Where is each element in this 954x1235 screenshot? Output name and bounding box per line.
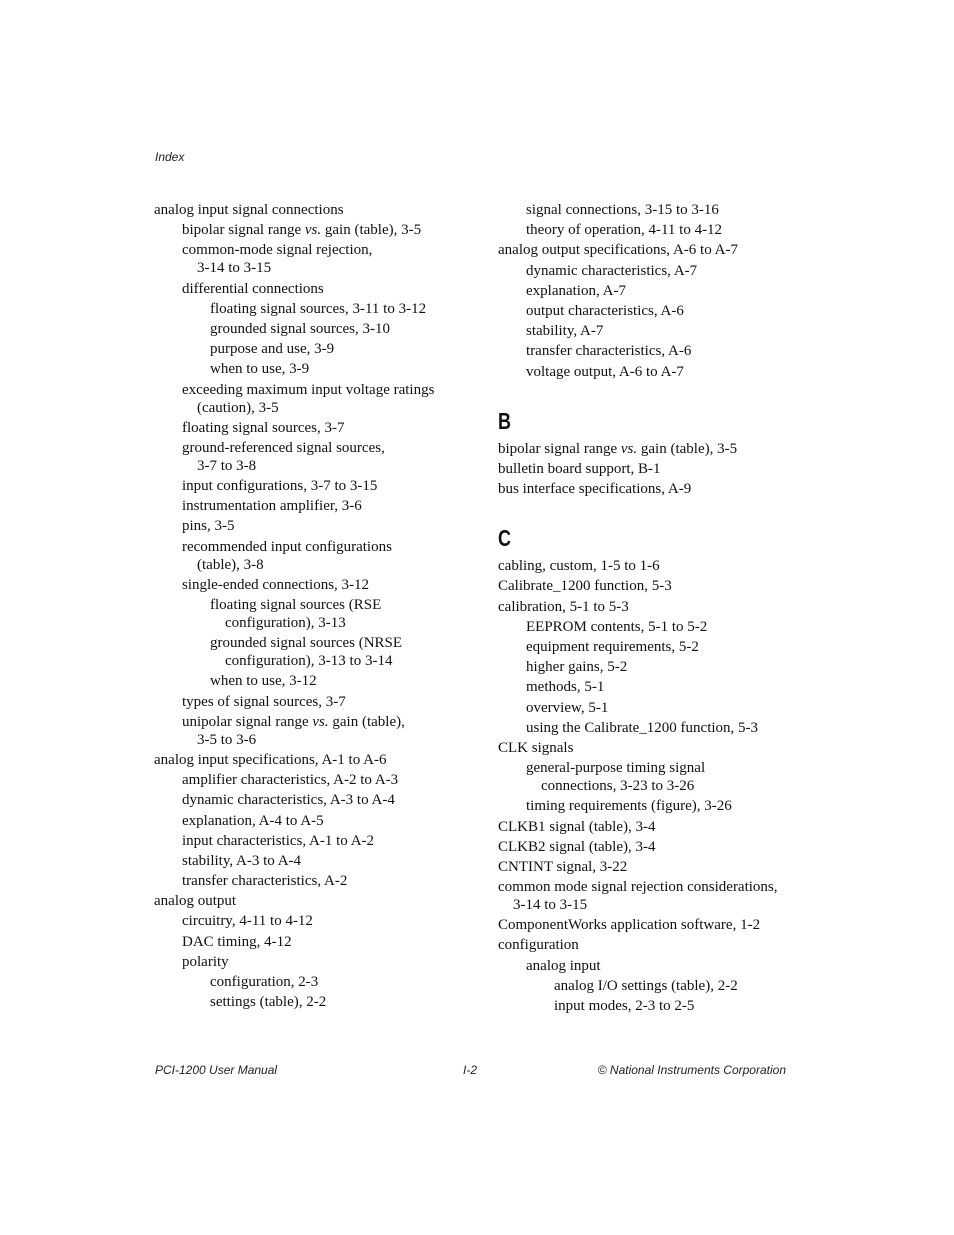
index-entry bbox=[210, 973, 454, 991]
index-entry-text: input characteristics, A-1 to A-2 bbox=[182, 832, 375, 849]
index-entry bbox=[498, 460, 798, 478]
index-entry-text: circuitry, 4-11 to 4-12 bbox=[182, 913, 313, 930]
index-entry bbox=[154, 201, 454, 219]
index-entry bbox=[498, 577, 798, 595]
index-entry bbox=[498, 936, 798, 954]
section-heading-c: C bbox=[498, 525, 511, 552]
index-entry bbox=[498, 838, 798, 856]
index-entry bbox=[526, 363, 798, 381]
index-entry bbox=[182, 852, 454, 870]
index-entry-text: transfer characteristics, A-6 bbox=[526, 343, 692, 360]
index-entry bbox=[498, 818, 798, 836]
index-entry-text: bipolar signal range vs. gain (table), 3-5 bbox=[498, 440, 738, 457]
index-entry-text: when to use, 3-9 bbox=[210, 361, 310, 378]
index-entry bbox=[526, 957, 798, 975]
index-entry bbox=[498, 739, 798, 757]
index-entry-continuation: (caution), 3-5 bbox=[197, 399, 279, 416]
index-entry-text: calibration, 5-1 to 5-3 bbox=[498, 598, 629, 615]
index-entry-text: ground-referenced signal sources, bbox=[182, 439, 385, 456]
index-entry bbox=[182, 497, 454, 515]
index-entry bbox=[182, 221, 454, 239]
index-entry-continuation: 3-14 to 3-15 bbox=[197, 260, 272, 277]
index-entry bbox=[210, 596, 454, 632]
index-entry bbox=[182, 280, 454, 298]
index-entry bbox=[526, 262, 798, 280]
index-entry bbox=[498, 916, 798, 934]
index-entry-text: analog input bbox=[526, 957, 601, 974]
left-entries bbox=[154, 201, 454, 1011]
index-entry-text: grounded signal sources, 3-10 bbox=[210, 320, 390, 337]
index-entry bbox=[526, 638, 798, 656]
index-entry bbox=[182, 517, 454, 535]
index-entry bbox=[210, 672, 454, 690]
index-entry bbox=[182, 241, 454, 277]
index-entry bbox=[554, 997, 798, 1015]
index-entry-text: explanation, A-7 bbox=[526, 282, 626, 299]
index-entry bbox=[526, 302, 798, 320]
index-entry bbox=[182, 953, 454, 971]
index-entry-text: general-purpose timing signal bbox=[526, 760, 706, 777]
index-entry-text: configuration bbox=[498, 937, 579, 954]
index-entry-text: differential connections bbox=[182, 280, 324, 297]
index-entry-text: bus interface specifications, A-9 bbox=[498, 481, 692, 498]
index-entry-text: Calibrate_1200 function, 5-3 bbox=[498, 578, 672, 595]
footer-copyright: © National Instruments Corporation bbox=[597, 1063, 786, 1077]
index-entry-text: higher gains, 5-2 bbox=[526, 659, 628, 676]
index-entry-text: ComponentWorks application software, 1-2 bbox=[498, 917, 761, 934]
index-entry bbox=[526, 282, 798, 300]
index-entry-text: stability, A-3 to A-4 bbox=[182, 852, 302, 869]
index-entry-text: CLKB1 signal (table), 3-4 bbox=[498, 818, 656, 835]
index-entry-continuation: (table), 3-8 bbox=[197, 556, 264, 573]
index-entry-text: EEPROM contents, 5-1 to 5-2 bbox=[526, 618, 708, 635]
index-entry-text: dynamic characteristics, A-3 to A-4 bbox=[182, 792, 395, 809]
index-entry-text: types of signal sources, 3-7 bbox=[182, 693, 346, 710]
index-entry bbox=[182, 538, 454, 574]
index-entry-text: unipolar signal range vs. gain (table), bbox=[182, 713, 405, 730]
index-entry-continuation: 3-5 to 3-6 bbox=[197, 731, 257, 748]
index-entry-text: bipolar signal range vs. gain (table), 3-5 bbox=[182, 222, 422, 239]
index-entry-text: settings (table), 2-2 bbox=[210, 994, 327, 1011]
index-entry-text: dynamic characteristics, A-7 bbox=[526, 262, 698, 279]
index-entry-text: DAC timing, 4-12 bbox=[182, 933, 292, 950]
index-entry bbox=[182, 912, 454, 930]
index-entry-text: single-ended connections, 3-12 bbox=[182, 576, 370, 593]
index-entry bbox=[498, 557, 798, 575]
section-b-entries bbox=[498, 440, 798, 498]
index-entry bbox=[182, 713, 454, 749]
index-entry bbox=[210, 360, 454, 378]
index-entry bbox=[182, 477, 454, 495]
index-entry bbox=[526, 699, 798, 717]
index-entry-text: analog output specifications, A-6 to A-7 bbox=[498, 242, 738, 259]
index-entry-text: overview, 5-1 bbox=[526, 699, 609, 716]
index-entry-text: recommended input configurations bbox=[182, 538, 392, 555]
index-entry bbox=[526, 658, 798, 676]
index-entry bbox=[526, 342, 798, 360]
index-entry-text: grounded signal sources (NRSE bbox=[210, 635, 403, 652]
index-entry bbox=[498, 878, 798, 914]
index-entry-text: analog input signal connections bbox=[154, 202, 344, 218]
index-entry bbox=[498, 598, 798, 616]
running-header: Index bbox=[155, 150, 185, 164]
right-continued-entries bbox=[498, 201, 798, 381]
index-entry-text: explanation, A-4 to A-5 bbox=[182, 812, 324, 829]
index-entry bbox=[210, 340, 454, 358]
index-entry-text: configuration, 2-3 bbox=[210, 974, 319, 990]
index-entry-text: timing requirements (figure), 3-26 bbox=[526, 798, 732, 815]
index-entry-text: analog input specifications, A-1 to A-6 bbox=[154, 751, 387, 768]
index-entry bbox=[526, 678, 798, 696]
index-entry bbox=[182, 419, 454, 437]
index-entry-continuation: configuration), 3-13 to 3-14 bbox=[225, 653, 393, 670]
footer-page-number: I-2 bbox=[463, 1063, 478, 1077]
index-entry bbox=[498, 858, 798, 876]
index-entry bbox=[526, 618, 798, 636]
index-entry-text: pins, 3-5 bbox=[182, 518, 235, 535]
index-entry bbox=[526, 719, 798, 737]
index-entry bbox=[210, 634, 454, 670]
index-entry-text: voltage output, A-6 to A-7 bbox=[526, 363, 684, 380]
index-entry bbox=[182, 933, 454, 951]
index-entry bbox=[182, 832, 454, 850]
index-entry-text: output characteristics, A-6 bbox=[526, 302, 684, 319]
index-entry bbox=[182, 576, 454, 594]
index-entry bbox=[182, 791, 454, 809]
index-entry-continuation: connections, 3-23 to 3-26 bbox=[541, 778, 695, 795]
index-entry bbox=[210, 993, 454, 1011]
footer-manual-title: PCI-1200 User Manual bbox=[155, 1063, 278, 1077]
index-entry-text: CNTINT signal, 3-22 bbox=[498, 858, 628, 875]
index-entry bbox=[210, 320, 454, 338]
index-entry-text: theory of operation, 4-11 to 4-12 bbox=[526, 222, 723, 239]
index-entry bbox=[526, 759, 798, 795]
index-entry bbox=[182, 771, 454, 789]
index-column-left bbox=[154, 201, 454, 1013]
index-entry-text: polarity bbox=[182, 953, 229, 970]
index-entry-text: floating signal sources, 3-11 to 3-12 bbox=[210, 300, 427, 317]
index-entry-continuation: 3-14 to 3-15 bbox=[513, 897, 588, 914]
index-entry-text: amplifier characteristics, A-2 to A-3 bbox=[182, 772, 399, 789]
index-entry-text: input modes, 2-3 to 2-5 bbox=[554, 998, 695, 1014]
index-entry-text: using the Calibrate_1200 function, 5-3 bbox=[526, 719, 759, 736]
index-entry-text: transfer characteristics, A-2 bbox=[182, 873, 348, 890]
index-entry-text: common-mode signal rejection, bbox=[182, 242, 373, 259]
index-entry bbox=[182, 439, 454, 475]
index-entry bbox=[498, 241, 798, 259]
index-entry bbox=[182, 693, 454, 711]
index-entry bbox=[210, 300, 454, 318]
index-entry-text: CLKB2 signal (table), 3-4 bbox=[498, 838, 656, 855]
index-entry-text: analog output bbox=[154, 893, 237, 910]
index-entry-text: when to use, 3-12 bbox=[210, 673, 317, 690]
index-entry-text: floating signal sources (RSE bbox=[210, 597, 382, 613]
index-entry-text: common mode signal rejection considerations, bbox=[498, 879, 778, 896]
index-entry bbox=[526, 221, 798, 239]
index-entry-text: methods, 5-1 bbox=[526, 679, 605, 696]
index-entry bbox=[182, 381, 454, 417]
index-entry-text: floating signal sources, 3-7 bbox=[182, 419, 345, 436]
index-column-right bbox=[498, 201, 798, 1017]
index-entry-text: input configurations, 3-7 to 3-15 bbox=[182, 478, 378, 495]
index-entry-text: bulletin board support, B-1 bbox=[498, 460, 661, 477]
index-entry-text: equipment requirements, 5-2 bbox=[526, 639, 699, 655]
index-entry bbox=[154, 892, 454, 910]
index-entry bbox=[526, 201, 798, 219]
index-entry-text: instrumentation amplifier, 3-6 bbox=[182, 498, 362, 515]
index-entry bbox=[498, 440, 798, 458]
index-entry bbox=[554, 977, 798, 995]
index-entry bbox=[182, 872, 454, 890]
index-entry bbox=[154, 751, 454, 769]
index-entry-text: exceeding maximum input voltage ratings bbox=[182, 381, 435, 398]
index-entry bbox=[526, 797, 798, 815]
index-entry bbox=[526, 322, 798, 340]
index-entry-text: signal connections, 3-15 to 3-16 bbox=[526, 202, 719, 218]
index-entry-continuation: 3-7 to 3-8 bbox=[197, 457, 257, 474]
section-heading-b: B bbox=[498, 407, 511, 434]
index-entry-text: cabling, custom, 1-5 to 1-6 bbox=[498, 558, 660, 575]
section-c-entries bbox=[498, 557, 798, 1015]
index-entry-text: stability, A-7 bbox=[526, 323, 604, 340]
index-entry bbox=[498, 480, 798, 498]
index-entry-continuation: configuration), 3-13 bbox=[225, 615, 346, 631]
index-entry-text: analog I/O settings (table), 2-2 bbox=[554, 977, 738, 994]
index-entry-text: purpose and use, 3-9 bbox=[210, 341, 335, 358]
index-entry bbox=[182, 812, 454, 830]
index-entry-text: CLK signals bbox=[498, 739, 574, 756]
